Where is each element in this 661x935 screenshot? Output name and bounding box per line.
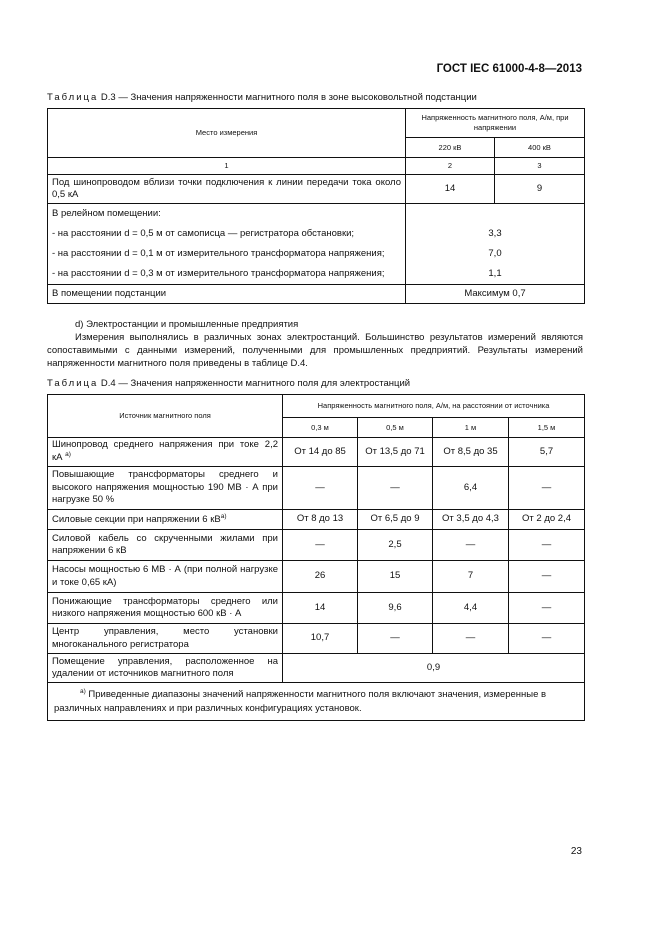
row-value: 5,7 xyxy=(509,438,585,467)
table-row xyxy=(48,561,585,593)
row-value: От 2 до 2,4 xyxy=(509,510,585,530)
col-header-place: Место измерения xyxy=(48,109,406,158)
row-value: 9,6 xyxy=(358,593,433,624)
caption-text: D.4 — Значения напряженности магнитного поля для электростанций xyxy=(100,378,411,389)
footnote-ref: а) xyxy=(220,512,227,520)
row-value: 4,4 xyxy=(433,593,509,624)
row-source: Понижающие трансформаторы среднего или низкого напряжения мощностью 600 кВ · А xyxy=(48,593,283,624)
row-value: От 14 до 85 xyxy=(283,438,358,467)
row-source: Силовой кабель со скрученными жилами при напряжении 6 кВ xyxy=(48,530,283,561)
row-value: — xyxy=(509,530,585,561)
page-number: 23 xyxy=(570,846,582,857)
row-value: — xyxy=(433,530,509,561)
row-source: Шинопровод среднего напряжения при токе 2,2 кА $^{а)}$ xyxy=(48,438,283,467)
table-row xyxy=(48,654,585,683)
value-220: 14 xyxy=(406,175,495,204)
row-value: — xyxy=(283,467,358,510)
col-number: 3 xyxy=(495,158,585,175)
relay-values-cell xyxy=(406,204,585,285)
row-value: 2,5 xyxy=(358,530,433,561)
row-value: 7 xyxy=(433,561,509,593)
col-header-400: 400 кВ xyxy=(495,138,585,158)
section-d-title: d) Электростанции и промышленные предприятия xyxy=(75,319,299,330)
table-row xyxy=(48,530,585,561)
col-header-field: Напряженность магнитного поля, А/м, при напряжении xyxy=(406,109,585,138)
col-header-source: Источник магнитного поля xyxy=(48,395,283,438)
col-header-distance: 0,5 м xyxy=(358,418,433,438)
section-d-body: Измерения выполнялись в различных зонах электростанций. Большинство результатов измерений являются сопоставимыми с данными измерений, полученными для промышленных предприятий. Результаты измерений напряженности магнитного поля приведены в таблице D.4. xyxy=(47,332,583,369)
relay-value: 3,3 xyxy=(488,228,502,239)
row-value: От 3,5 до 4,3 xyxy=(433,510,509,530)
row-place: В помещении подстанции xyxy=(48,285,406,304)
table-row xyxy=(48,285,585,304)
table-d4-caption xyxy=(47,378,410,389)
row-value: — xyxy=(509,561,585,593)
relay-value: 7,0 xyxy=(488,248,502,259)
col-header-distance: 0,3 м xyxy=(283,418,358,438)
caption-label: Таблица xyxy=(47,378,99,389)
row-value: — xyxy=(358,624,433,654)
row-value: — xyxy=(509,593,585,624)
row-value: — xyxy=(433,624,509,654)
row-value: 0,9 xyxy=(283,654,585,683)
table-row xyxy=(48,510,585,530)
col-number: 2 xyxy=(406,158,495,175)
col-header-220: 220 кВ xyxy=(406,138,495,158)
caption-text: D.3 — Значения напряженности магнитного поля в зоне высоковольтной подстанции xyxy=(100,92,477,103)
row-value: — xyxy=(509,624,585,654)
relay-item: - на расстоянии d = 0,1 м от измерительного трансформатора напряжения; xyxy=(52,248,385,259)
row-value: От 6,5 до 9 xyxy=(358,510,433,530)
row-value: — xyxy=(283,530,358,561)
row-value: 10,7 xyxy=(283,624,358,654)
row-source: Центр управления, место установки многоканального регистратора xyxy=(48,624,283,654)
table-row xyxy=(48,593,585,624)
col-header-field: Напряженность магнитного поля, А/м, на расстоянии от источника xyxy=(283,395,585,418)
row-value: 14 xyxy=(283,593,358,624)
row-value: От 8 до 13 xyxy=(283,510,358,530)
relay-item: - на расстоянии d = 0,3 м от измерительного трансформатора напряжения; xyxy=(52,268,385,279)
relay-room-cell xyxy=(48,204,406,285)
col-header-distance: 1,5 м xyxy=(509,418,585,438)
row-source: Силовые секции при напряжении 6 $кВ^{а)}$ xyxy=(48,510,283,530)
table-row xyxy=(48,624,585,654)
row-value: 26 xyxy=(283,561,358,593)
row-source: Помещение управления, расположенное на удалении от источников магнитного поля xyxy=(48,654,283,683)
section-d xyxy=(47,318,583,370)
footnote-mark: а) xyxy=(80,688,86,695)
footnote-ref: а) xyxy=(65,451,71,459)
col-number: 1 xyxy=(48,158,406,175)
table-d3-caption xyxy=(47,92,477,103)
row-value: — xyxy=(358,467,433,510)
relay-room-title: В релейном помещении: xyxy=(52,208,161,219)
col-header-distance: 1 м xyxy=(433,418,509,438)
row-value: Максимум 0,7 xyxy=(406,285,585,304)
value-400: 9 xyxy=(495,175,585,204)
footnote-row xyxy=(48,683,585,721)
row-source: Повышающие трансформаторы среднего и высокого напряжения мощностью 190 МВ · А при нагрузке 50 % xyxy=(48,467,283,510)
row-value: 6,4 xyxy=(433,467,509,510)
row-place: Под шинопроводом вблизи точки подключения к линии передачи тока около 0,5 кА xyxy=(48,175,406,204)
footnote-text: Приведенные диапазоны значений напряженности магнитного поля включают значения, измеренные в различных направлениях и при различных конфигурациях установок. xyxy=(54,689,547,714)
table-row xyxy=(48,467,585,510)
relay-item: - на расстоянии d = 0,5 м от самописца — регистратора обстановки; xyxy=(52,228,355,239)
standard-number: ГОСТ IEC 61000-4-8—2013 xyxy=(436,63,582,75)
row-value: — xyxy=(509,467,585,510)
caption-label: Таблица xyxy=(47,92,99,103)
footnote xyxy=(48,683,585,721)
table-row xyxy=(48,175,585,204)
row-value: 15 xyxy=(358,561,433,593)
table-row xyxy=(48,204,585,285)
table-row xyxy=(48,438,585,467)
relay-value: 1,1 xyxy=(488,268,502,279)
table-d3 xyxy=(47,108,585,304)
row-value: От 13,5 до 71 xyxy=(358,438,433,467)
row-value: От 8,5 до 35 xyxy=(433,438,509,467)
row-source: Насосы мощностью 6 МВ · А (при полной нагрузке и токе 0,65 кА) xyxy=(48,561,283,593)
table-d4 xyxy=(47,394,585,721)
